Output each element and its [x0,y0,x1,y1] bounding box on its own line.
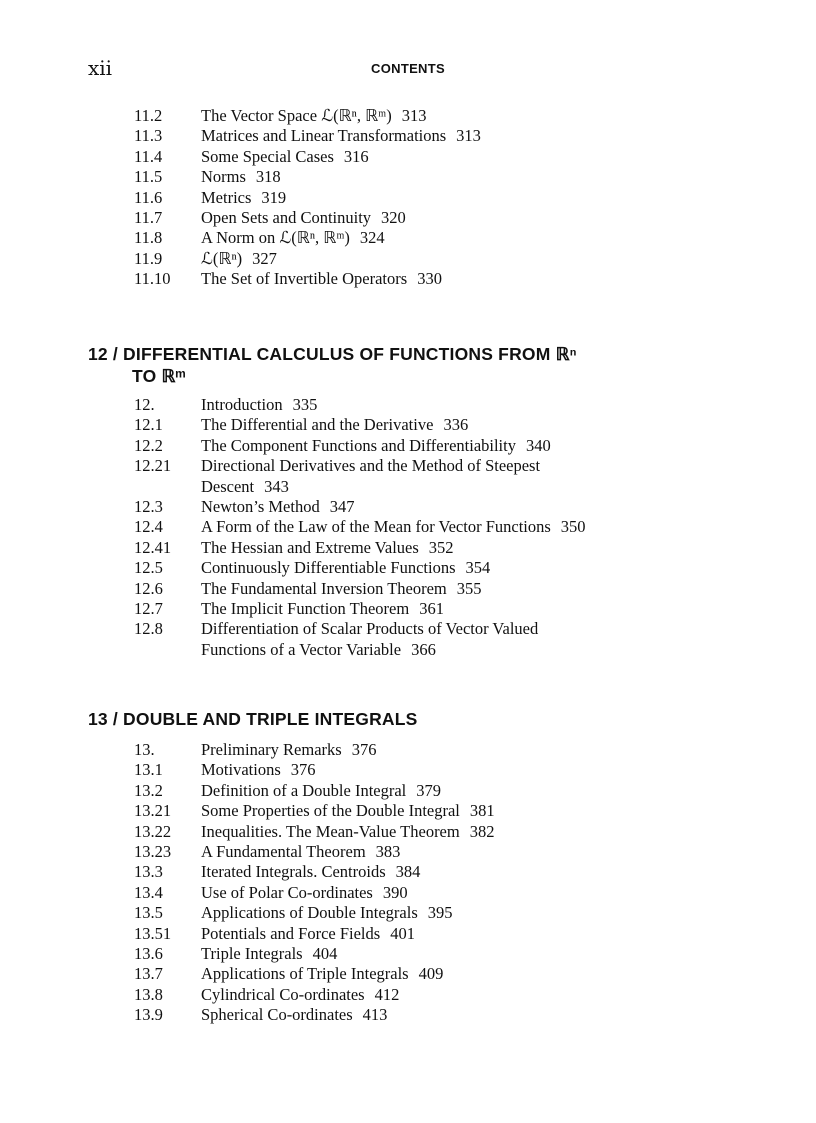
entry-page: 335 [292,395,318,414]
entry-title: Triple Integrals [201,944,303,964]
chapter-13-heading [88,708,418,730]
entry-page: 409 [418,964,444,984]
entry-number: 12.7 [134,599,163,619]
entry-page: 383 [375,842,401,862]
entry-title: The Fundamental Inversion Theorem [201,578,447,598]
entry-title: Definition of a Double Integral [201,780,407,800]
entry-page: 327 [252,248,277,268]
entry-title: Norms [201,167,246,187]
toc-entry [134,269,481,289]
toc-entry [134,415,586,435]
toc-entry [134,147,481,167]
entry-number: 13.8 [134,984,163,1004]
toc-entry [134,456,586,476]
entry-title: A Form of the Law of the Mean for Vector Functions [201,517,551,537]
entry-title: Descent [201,476,255,496]
entry-page: 343 [264,476,289,496]
toc-entry [134,760,495,780]
toc-entry [134,964,495,984]
entry-number: 13.9 [134,1005,163,1025]
entry-title: The Hessian and Extreme Values [201,537,419,557]
entry-number: 12.5 [134,558,163,578]
entry-title: A Norm on ℒ(ℝⁿ, ℝᵐ) [201,228,350,248]
entry-number: 11.5 [134,167,163,187]
entry-page: 355 [456,578,482,598]
toc-entry [134,781,495,801]
chapter-title-line: 13 / DOUBLE AND TRIPLE INTEGRALS [88,709,418,729]
entry-title: Metrics [201,187,252,207]
entry-title: The Vector Space ℒ(ℝⁿ, ℝᵐ) [201,106,392,125]
entry-page: 320 [381,208,406,228]
toc-entry [134,883,495,903]
entry-title: Differentiation of Scalar Products of Vector Valued [201,619,539,639]
entry-page: 381 [469,801,495,821]
entry-page: 376 [351,740,377,759]
entry-title: Motivations [201,760,281,780]
entry-page: 316 [343,146,369,166]
entry-page: 354 [465,558,491,578]
entry-title: Applications of Triple Integrals [201,964,409,984]
toc-entry [134,558,586,578]
entry-number: 11.4 [134,146,163,166]
entry-title: The Implicit Function Theorem [201,599,410,619]
entry-page: 412 [374,984,400,1004]
entry-page: 390 [382,882,408,902]
entry-title: Inequalities. The Mean-Value Theorem [201,821,460,841]
entry-page: 395 [427,903,453,923]
running-title: CONTENTS [371,61,445,76]
entry-page: 350 [560,517,586,537]
entry-number: 11.3 [134,126,163,146]
entry-number: 12.4 [134,517,163,537]
entry-page: 324 [359,228,385,248]
entry-number: 13.1 [134,760,163,780]
entry-number: 13.3 [134,862,163,882]
entry-page: 336 [443,415,469,435]
chapter-title-line: TO ℝᵐ [132,366,186,386]
entry-title: Newton’s Method [201,497,320,517]
toc-entry [134,517,586,537]
entry-title: A Fundamental Theorem [201,842,366,862]
entry-title: Matrices and Linear Transformations [201,126,447,146]
entry-number: 12.21 [134,456,172,476]
toc-entry [134,822,495,842]
entry-title: Preliminary Remarks [201,740,342,759]
toc-entry [134,579,586,599]
entry-title: Iterated Integrals. Centroids [201,862,386,882]
entry-number [134,477,201,497]
toc-entry [134,208,481,228]
entry-title: Open Sets and Continuity [201,208,372,228]
entry-number: 13.4 [134,882,163,902]
entry-number: 13.51 [134,923,172,943]
entry-page: 340 [525,435,551,455]
entry-number: 12.8 [134,619,163,639]
chapter-12-heading [88,343,577,387]
page-number: xii [88,56,113,80]
entry-title: Potentials and Force Fields [201,923,381,943]
toc-entry [134,944,495,964]
chapter-title-line: 12 / DIFFERENTIAL CALCULUS OF FUNCTIONS FROM ℝⁿ [88,344,577,364]
entry-page: 366 [411,639,436,659]
toc-entry [134,497,586,517]
toc-entry [134,126,481,146]
entry-number: 13.2 [134,780,163,800]
entry-title: Some Special Cases [201,146,334,166]
entry-page: 379 [416,780,442,800]
entry-title: The Component Functions and Differentiability [201,435,516,455]
chapter-12-entries [134,395,586,660]
entry-title: Some Properties of the Double Integral [201,801,460,821]
toc-entry [134,801,495,821]
entry-number: 11.2 [134,106,163,125]
toc-entry [134,862,495,882]
toc-entry [134,985,495,1005]
entry-page: 413 [362,1005,388,1025]
entry-page: 319 [261,187,287,207]
entry-number: 12.3 [134,497,163,517]
entry-page: 313 [401,106,427,125]
entry-number: 11.8 [134,228,163,248]
toc-entry [134,167,481,187]
entry-page: 382 [469,821,495,841]
entry-title: Functions of a Vector Variable [201,639,402,659]
toc-entry [134,599,586,619]
toc-entry [134,619,586,639]
toc-entry [134,228,481,248]
toc-entry [134,188,481,208]
entry-page: 401 [390,923,415,943]
toc-entry [134,640,586,660]
entry-title: ℒ(ℝⁿ) [201,248,243,268]
entry-number: 11.6 [134,187,163,207]
entry-page: 347 [329,497,355,517]
toc-entry [134,538,586,558]
toc-entry [134,436,586,456]
entry-title: Applications of Double Integrals [201,903,418,923]
toc-entry [134,924,495,944]
entry-number: 13.22 [134,821,172,841]
entry-page [538,619,548,639]
entry-page: 404 [312,944,338,964]
entry-number [134,640,201,660]
toc-entry [134,106,481,126]
entry-page: 318 [255,167,281,187]
toc-entry [134,477,586,497]
entry-title: Directional Derivatives and the Method of Steepest [201,456,541,476]
entry-page: 361 [419,599,444,619]
entry-number: 13.21 [134,801,172,821]
section-11-entries [134,106,481,290]
entry-page: 376 [290,760,316,780]
entry-number: 11.7 [134,208,163,228]
entry-number: 11.9 [134,248,163,268]
chapter-13-entries [134,740,495,1026]
toc-entry [134,249,481,269]
toc-entry [134,395,586,415]
entry-number: 12.2 [134,435,163,455]
entry-title: Continuously Differentiable Functions [201,558,456,578]
entry-number: 13.6 [134,944,163,964]
entry-title: Use of Polar Co-ordinates [201,882,373,902]
entry-number: 12.6 [134,578,163,598]
entry-number: 12.41 [134,537,172,557]
entry-title: The Set of Invertible Operators [201,269,408,289]
entry-number: 13.7 [134,964,163,984]
entry-title: Spherical Co-ordinates [201,1005,353,1025]
entry-page: 330 [417,269,442,289]
toc-entry [134,740,495,760]
entry-number: 12.1 [134,415,163,435]
entry-page: 352 [428,537,454,557]
toc-entry [134,903,495,923]
entry-title: Cylindrical Co-ordinates [201,984,365,1004]
entry-page: 313 [456,126,481,146]
toc-entry [134,842,495,862]
entry-number: 12. [134,395,155,414]
entry-title: Introduction [201,395,283,414]
entry-number: 13.23 [134,842,172,862]
entry-page: 384 [395,862,421,882]
entry-number: 13. [134,740,155,759]
entry-title: The Differential and the Derivative [201,415,434,435]
entry-page [540,456,550,476]
entry-number: 13.5 [134,903,163,923]
entry-number: 11.10 [134,269,171,289]
toc-entry [134,1005,495,1025]
